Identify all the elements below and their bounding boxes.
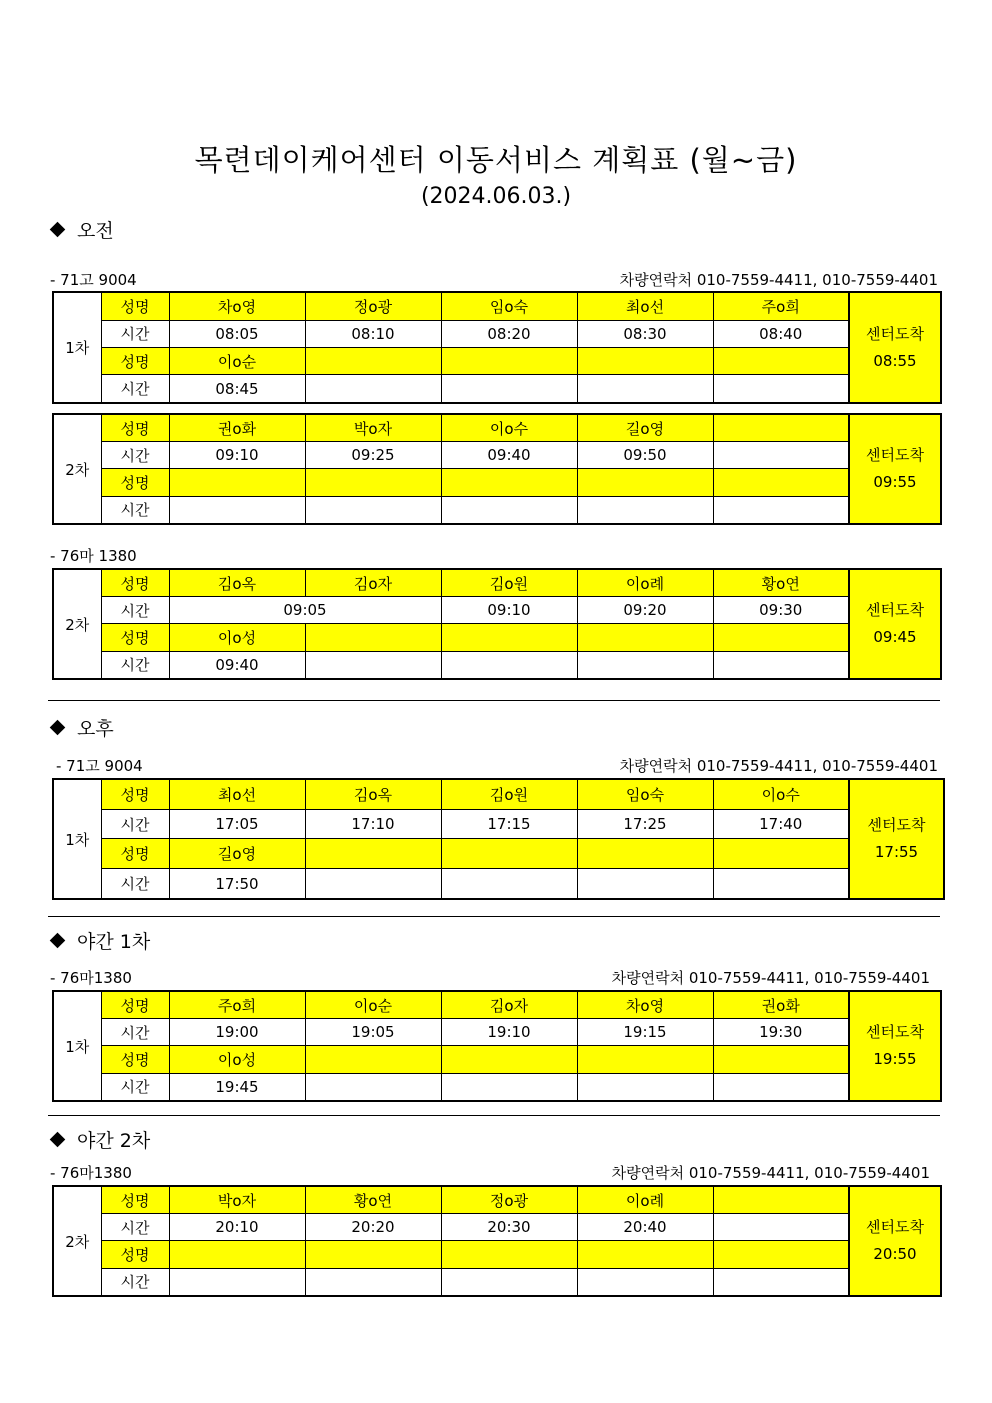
name-cell: 김o자 [305,569,441,597]
name-cell: 황o연 [305,1186,441,1214]
time-cell [577,496,713,524]
section-morning [48,216,114,243]
name-cell: 이o례 [577,1186,713,1214]
time-label: 시간 [101,869,169,899]
time-cell: 17:10 [305,809,441,839]
name-cell [713,469,849,496]
time-cell: 08:05 [169,320,305,347]
name-cell: 길o영 [577,414,713,442]
time-label: 시간 [101,1214,169,1241]
time-cell [305,651,441,679]
vehicle-contact: 차량연락처 010-7559-4411, 010-7559-4401 [619,271,938,289]
name-cell: 황o연 [713,569,849,597]
vehicle-number: - 76마 1380 [50,547,137,565]
time-cell: 09:30 [713,597,849,624]
time-cell [305,1268,441,1296]
time-cell: 20:10 [169,1214,305,1241]
arrival-label: 센터도착 [866,1023,924,1041]
name-cell: 주o희 [169,991,305,1019]
time-cell: 09:10 [441,597,577,624]
time-cell [713,651,849,679]
vehicle-contact: 차량연락처 010-7559-4411, 010-7559-4401 [619,757,938,775]
time-cell [169,1268,305,1296]
trip-number: 2차 [53,414,101,524]
time-cell [305,496,441,524]
name-cell [441,624,577,651]
name-cell: 김o원 [441,569,577,597]
name-cell [441,347,577,374]
name-cell [169,1241,305,1268]
time-cell [441,1268,577,1296]
name-cell [441,1241,577,1268]
time-label: 시간 [101,1073,169,1101]
name-cell: 이o순 [305,991,441,1019]
time-label: 시간 [101,809,169,839]
divider [48,700,940,701]
time-cell [577,651,713,679]
diamond-bullet-icon [50,720,66,736]
time-cell [577,869,713,899]
name-cell: 이o례 [577,569,713,597]
time-cell [169,496,305,524]
trip-number: 2차 [53,1186,101,1296]
name-label: 성명 [101,839,169,869]
time-cell: 08:10 [305,320,441,347]
name-cell [713,347,849,374]
name-cell: 이o수 [713,779,849,809]
time-cell [713,1214,849,1241]
name-cell [441,839,577,869]
time-label: 시간 [101,320,169,347]
time-cell: 20:40 [577,1214,713,1241]
name-label: 성명 [101,569,169,597]
name-label: 성명 [101,991,169,1019]
name-cell: 정o광 [305,292,441,320]
name-cell: 이o성 [169,624,305,651]
time-cell: 08:40 [713,320,849,347]
time-label: 시간 [101,1019,169,1046]
time-cell [577,1268,713,1296]
time-cell [713,1073,849,1101]
vehicle-number: - 76마1380 [50,969,132,987]
name-cell [577,347,713,374]
diamond-bullet-icon [50,1132,66,1148]
arrival-time: 08:55 [873,351,917,370]
diamond-bullet-icon [50,933,66,949]
vehicle-contact: 차량연락처 010-7559-4411, 010-7559-4401 [611,969,930,987]
time-label: 시간 [101,597,169,624]
time-cell: 09:40 [441,442,577,469]
schedule-table [52,1185,942,1297]
time-cell: 17:40 [713,809,849,839]
time-cell [713,375,849,403]
schedule-table [52,778,945,900]
time-label: 시간 [101,651,169,679]
name-label: 성명 [101,469,169,496]
time-cell [713,442,849,469]
arrival-time: 17:55 [874,843,919,861]
name-cell [305,347,441,374]
name-cell [305,839,441,869]
vehicle-number: - 71고 9004 [50,271,137,289]
arrival-cell [849,414,941,524]
time-cell: 17:25 [577,809,713,839]
name-cell: 박o자 [169,1186,305,1214]
name-label: 성명 [101,1186,169,1214]
schedule-table [52,568,942,680]
time-cell: 09:10 [169,442,305,469]
name-label: 성명 [101,624,169,651]
time-label: 시간 [101,375,169,403]
schedule-table [52,990,942,1102]
time-cell: 09:40 [169,651,305,679]
time-cell: 17:50 [169,869,305,899]
name-cell: 김o옥 [305,779,441,809]
name-cell: 박o자 [305,414,441,442]
time-cell: 19:10 [441,1019,577,1046]
name-cell [713,414,849,442]
name-cell: 김o원 [441,779,577,809]
arrival-label: 센터도착 [866,446,924,464]
time-cell: 19:15 [577,1019,713,1046]
arrival-cell [849,991,941,1101]
page-title: 목련데이케어센터 이동서비스 계획표 (월~금) [194,143,798,177]
time-cell: 19:00 [169,1019,305,1046]
diamond-bullet-icon [50,222,66,238]
time-cell: 20:20 [305,1214,441,1241]
name-cell: 김o자 [441,991,577,1019]
time-cell: 17:15 [441,809,577,839]
arrival-label: 센터도착 [867,816,926,834]
name-label: 성명 [101,779,169,809]
name-label: 성명 [101,1046,169,1073]
section-night2 [48,1126,150,1153]
name-cell: 최o선 [577,292,713,320]
name-cell: 정o광 [441,1186,577,1214]
time-cell: 09:20 [577,597,713,624]
name-label: 성명 [101,1241,169,1268]
name-cell [305,469,441,496]
trip-number: 1차 [53,292,101,403]
name-cell [713,624,849,651]
arrival-time: 09:45 [873,628,917,646]
arrival-cell [849,1186,941,1296]
time-cell: 09:05 [169,597,441,624]
time-cell [713,1268,849,1296]
name-cell: 차o영 [169,292,305,320]
schedule-table [52,413,942,525]
time-cell [305,375,441,403]
trip-number: 2차 [53,569,101,679]
time-cell: 08:30 [577,320,713,347]
time-label: 시간 [101,1268,169,1296]
vehicle-contact: 차량연락처 010-7559-4411, 010-7559-4401 [611,1164,930,1182]
name-cell [577,839,713,869]
plan-date: (2024.06.03.) [420,184,572,209]
arrival-label: 센터도착 [866,601,924,619]
name-cell [713,839,849,869]
time-cell: 08:45 [169,375,305,403]
time-cell [441,1073,577,1101]
time-label: 시간 [101,442,169,469]
time-cell: 19:45 [169,1073,305,1101]
name-cell: 최o선 [169,779,305,809]
divider [48,1115,940,1116]
section-afternoon [48,714,114,741]
arrival-label: 센터도착 [866,324,924,343]
arrival-time: 20:50 [873,1245,917,1263]
time-cell [441,375,577,403]
arrival-label: 센터도착 [866,1218,924,1236]
vehicle-number: - 71고 9004 [56,757,143,775]
time-label: 시간 [101,496,169,524]
arrival-cell [849,779,944,899]
time-cell [441,651,577,679]
name-cell: 임o숙 [441,292,577,320]
name-cell [577,1241,713,1268]
time-cell [577,1073,713,1101]
name-cell: 임o숙 [577,779,713,809]
name-label: 성명 [101,414,169,442]
section-label: 야간 1차 [77,931,151,953]
name-label: 성명 [101,347,169,374]
name-cell [577,624,713,651]
name-cell [713,1241,849,1268]
vehicle-number: - 76마1380 [50,1164,132,1182]
arrival-time: 19:55 [873,1050,917,1068]
name-cell: 권o화 [169,414,305,442]
time-cell: 19:30 [713,1019,849,1046]
name-cell [305,1241,441,1268]
name-label: 성명 [101,292,169,320]
time-cell [305,869,441,899]
name-cell: 이o순 [169,347,305,374]
section-label: 오전 [77,220,114,242]
name-cell: 차o영 [577,991,713,1019]
time-cell: 19:05 [305,1019,441,1046]
name-cell: 권o화 [713,991,849,1019]
arrival-cell [849,292,941,403]
name-cell [713,1186,849,1214]
arrival-cell [849,569,941,679]
name-cell [713,1046,849,1073]
time-cell: 08:20 [441,320,577,347]
name-cell [441,469,577,496]
name-cell: 김o옥 [169,569,305,597]
time-cell [441,496,577,524]
time-cell: 09:25 [305,442,441,469]
section-night1 [48,927,150,954]
time-cell: 09:50 [577,442,713,469]
time-cell: 17:05 [169,809,305,839]
section-label: 야간 2차 [77,1130,151,1152]
arrival-time: 09:55 [873,473,917,491]
name-cell [441,1046,577,1073]
name-cell [305,1046,441,1073]
time-cell [713,869,849,899]
time-cell [441,869,577,899]
time-cell [713,496,849,524]
time-cell [577,375,713,403]
section-label: 오후 [77,718,114,740]
name-cell [305,624,441,651]
trip-number: 1차 [53,779,101,899]
name-cell [577,469,713,496]
name-cell: 이o성 [169,1046,305,1073]
trip-number: 1차 [53,991,101,1101]
time-cell: 20:30 [441,1214,577,1241]
time-cell [305,1073,441,1101]
name-cell: 주o희 [713,292,849,320]
name-cell: 이o수 [441,414,577,442]
name-cell [577,1046,713,1073]
divider [48,916,940,917]
name-cell: 길o영 [169,839,305,869]
name-cell [169,469,305,496]
schedule-table [52,291,942,404]
